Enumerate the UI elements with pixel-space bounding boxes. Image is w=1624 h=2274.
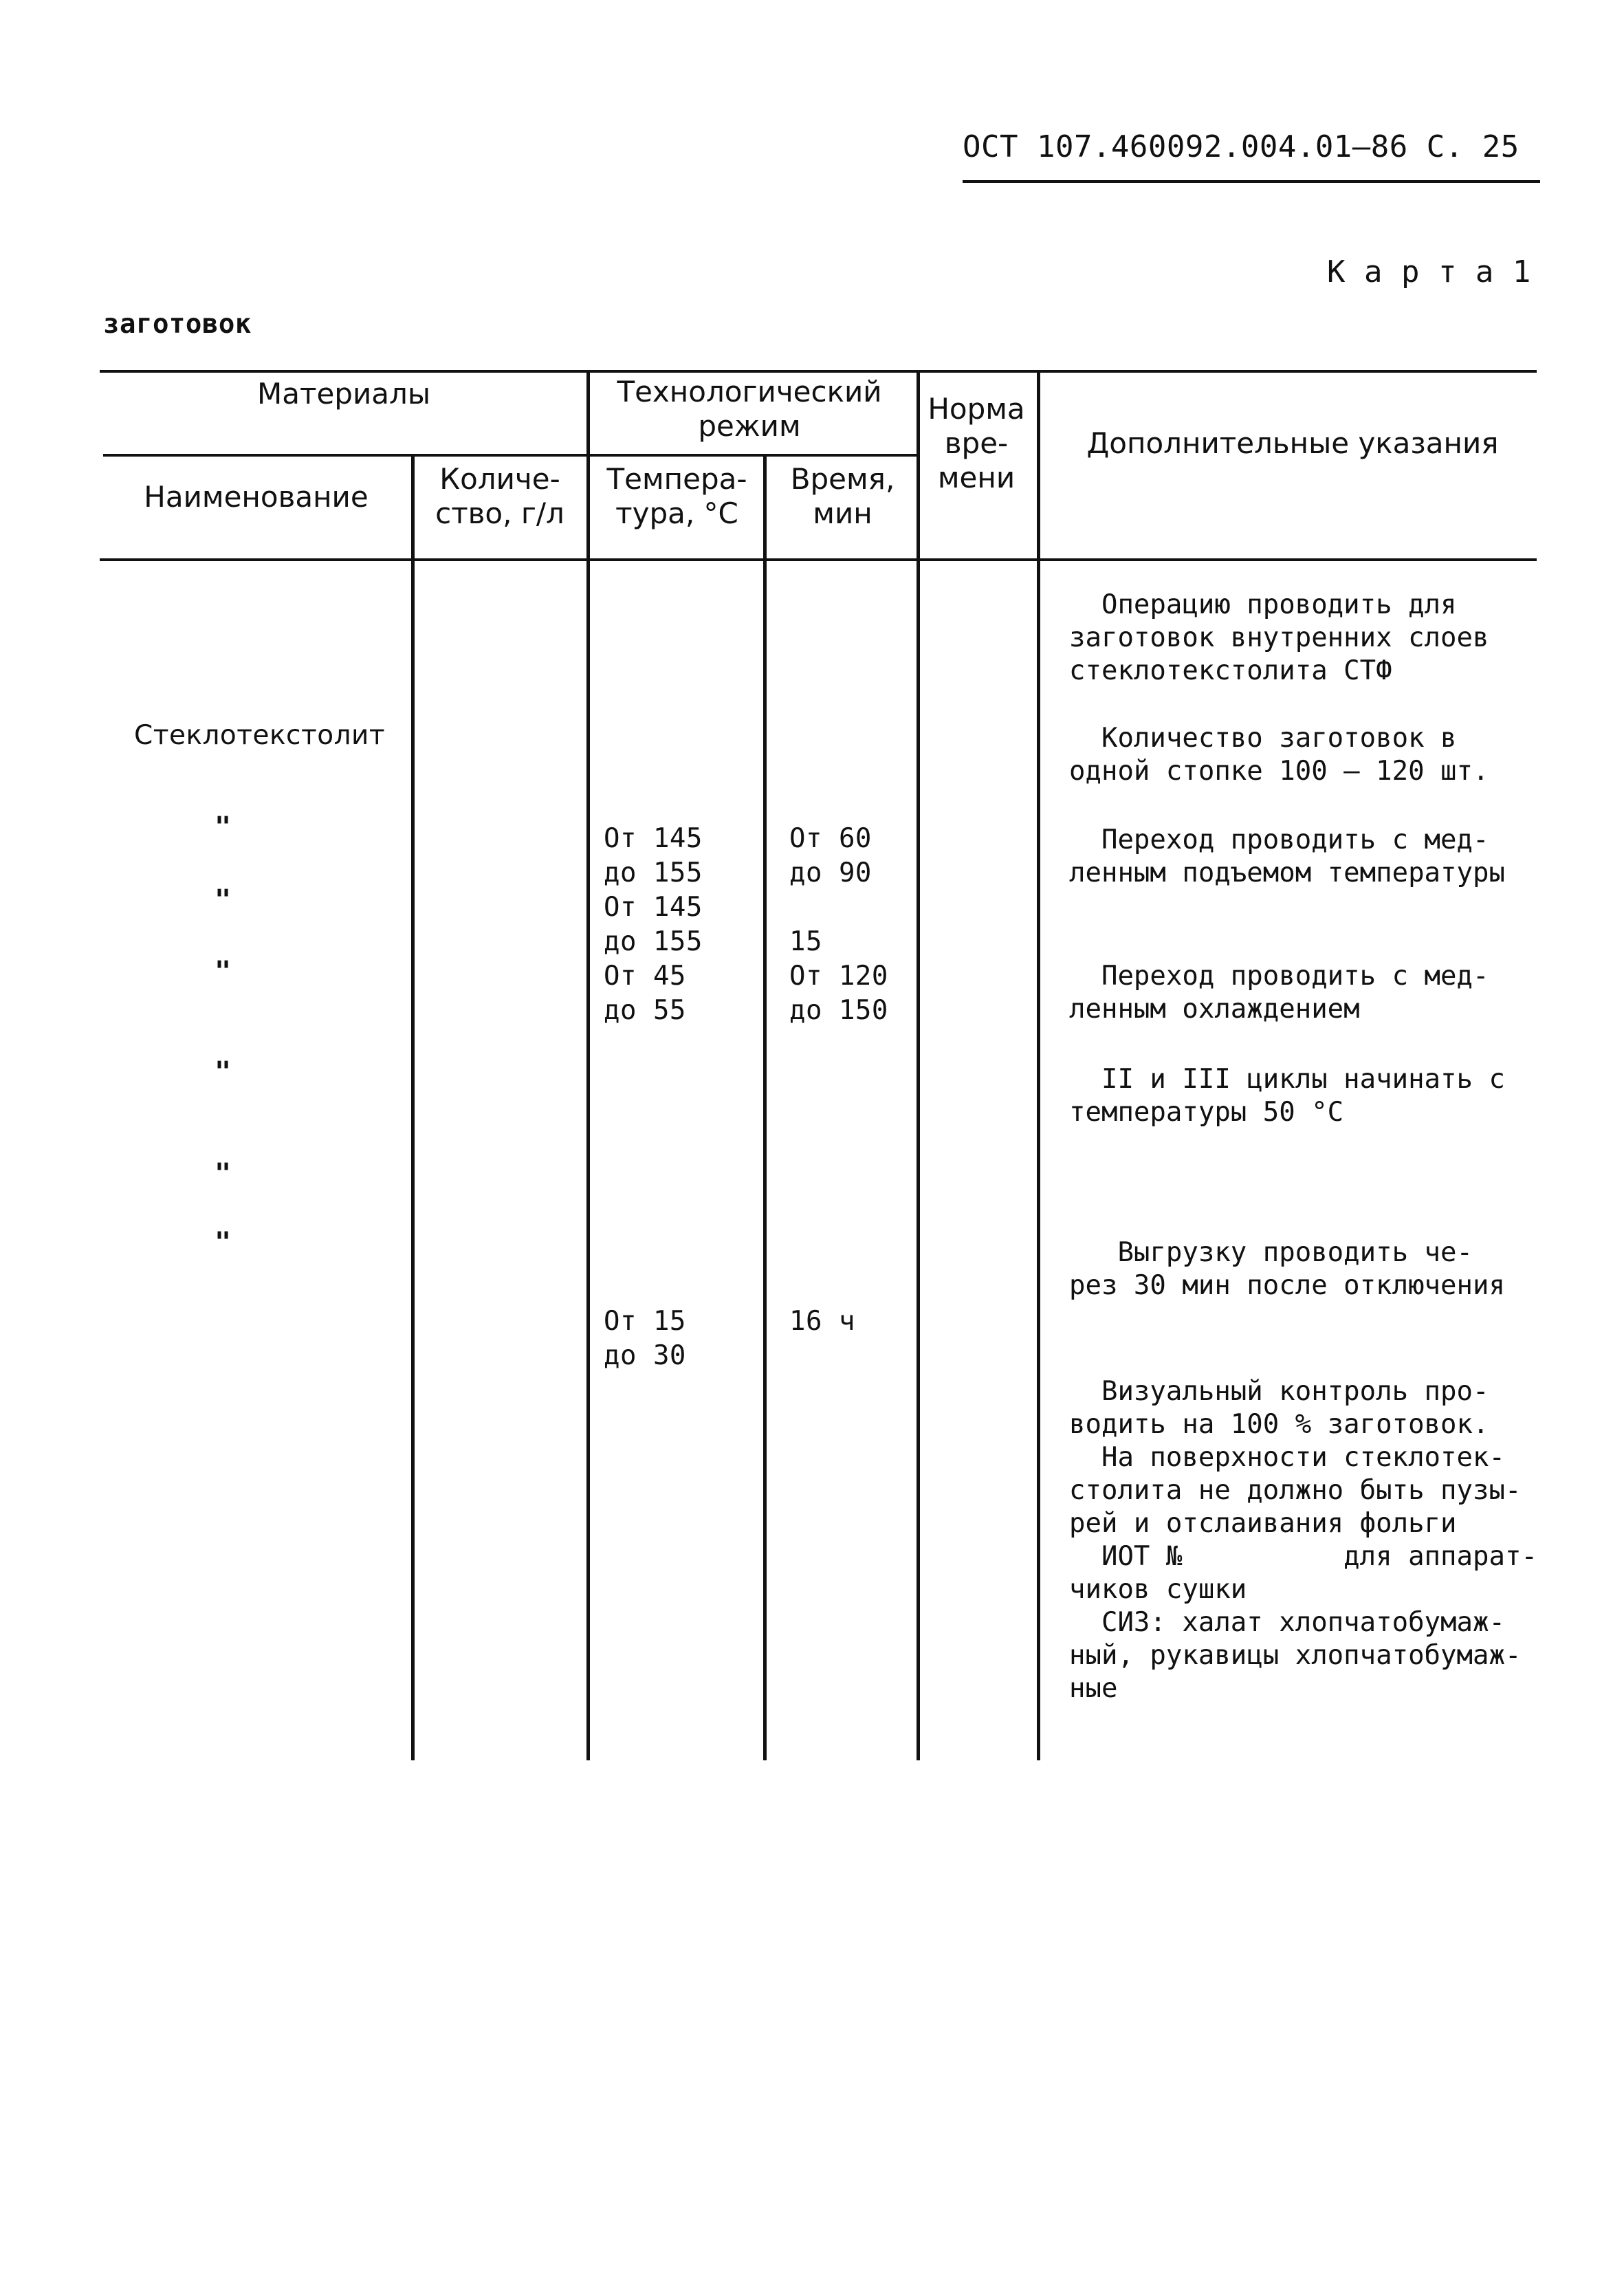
ditto-mark: " bbox=[215, 811, 232, 843]
col-divider-quantity bbox=[411, 455, 415, 1760]
temperature-value: до 155 bbox=[604, 857, 703, 888]
note-text: Переход проводить с мед- ленным подъемом температуры bbox=[1069, 824, 1505, 888]
header-temperature: Темпера- тура, °С bbox=[606, 462, 747, 530]
temperature-value: до 55 bbox=[604, 995, 686, 1026]
section-title: заготовок bbox=[103, 309, 252, 340]
ditto-mark: " bbox=[215, 1227, 232, 1258]
header-quantity: Количе- ство, г/л bbox=[435, 462, 564, 530]
header-rule bbox=[963, 180, 1540, 183]
temperature-value: От 145 bbox=[604, 892, 703, 923]
temperature-value: От 45 bbox=[604, 961, 686, 992]
temperature-value: до 155 bbox=[604, 926, 703, 957]
ditto-mark: " bbox=[215, 1056, 232, 1088]
note-text: Выгрузку проводить че- рез 30 мин после отключения bbox=[1069, 1237, 1505, 1301]
note-text: Переход проводить с мед- ленным охлаждением bbox=[1069, 961, 1489, 1025]
table-top-rule bbox=[100, 370, 1537, 373]
col-divider-time bbox=[763, 455, 767, 1760]
time-value: 16 ч bbox=[789, 1306, 855, 1337]
header-time: Время, мин bbox=[790, 462, 895, 530]
note-text: Визуальный контроль про- водить на 100 % заготовок. На поверхности стеклотек- столита не должно быть пузы- рей и отслаивания фольги ИОТ № для аппарат- чиков сушки СИЗ: халат хлопчатобумаж- ный, рукавицы хлопчатобумаж- ные bbox=[1069, 1376, 1537, 1704]
header-name: Наименование bbox=[144, 480, 369, 514]
note-text: Операцию проводить для заготовок внутренних слоев стеклотекстолита СТФ bbox=[1069, 589, 1489, 686]
header-extra: Дополнительные указания bbox=[1086, 426, 1499, 460]
card-label: К а р т а 1 bbox=[1327, 254, 1531, 289]
temperature-value: до 30 bbox=[604, 1340, 686, 1371]
document-number: ОСТ 107.460092.004.01–86 С. 25 bbox=[963, 129, 1519, 164]
ditto-mark: " bbox=[215, 1158, 232, 1190]
time-value: 15 bbox=[789, 926, 822, 957]
time-value: От 120 bbox=[789, 961, 888, 992]
col-divider-temperature bbox=[586, 371, 590, 1760]
temperature-value: От 15 bbox=[604, 1306, 686, 1337]
header-tech-mode: Технологический режим bbox=[617, 375, 882, 443]
temperature-value: От 145 bbox=[604, 823, 703, 854]
time-value: до 150 bbox=[789, 995, 888, 1026]
col-divider-notes bbox=[1037, 371, 1040, 1760]
col-divider-norm bbox=[917, 371, 920, 1760]
subheader-rule-materials bbox=[103, 454, 588, 457]
time-value: до 90 bbox=[789, 857, 872, 888]
material-name: Стеклотекстолит bbox=[134, 720, 386, 751]
header-bottom-rule bbox=[100, 558, 1537, 561]
time-value: От 60 bbox=[789, 823, 872, 854]
note-text: Количество заготовок в одной стопке 100 – 120 шт. bbox=[1069, 723, 1489, 787]
ditto-mark: " bbox=[215, 884, 232, 916]
subheader-rule-tech bbox=[588, 454, 918, 457]
note-text: II и III циклы начинать с температуры 50 °С bbox=[1069, 1064, 1505, 1128]
ditto-mark: " bbox=[215, 956, 232, 987]
header-norm-time: Норма вре- мени bbox=[928, 392, 1025, 494]
header-materials: Материалы bbox=[257, 377, 430, 411]
